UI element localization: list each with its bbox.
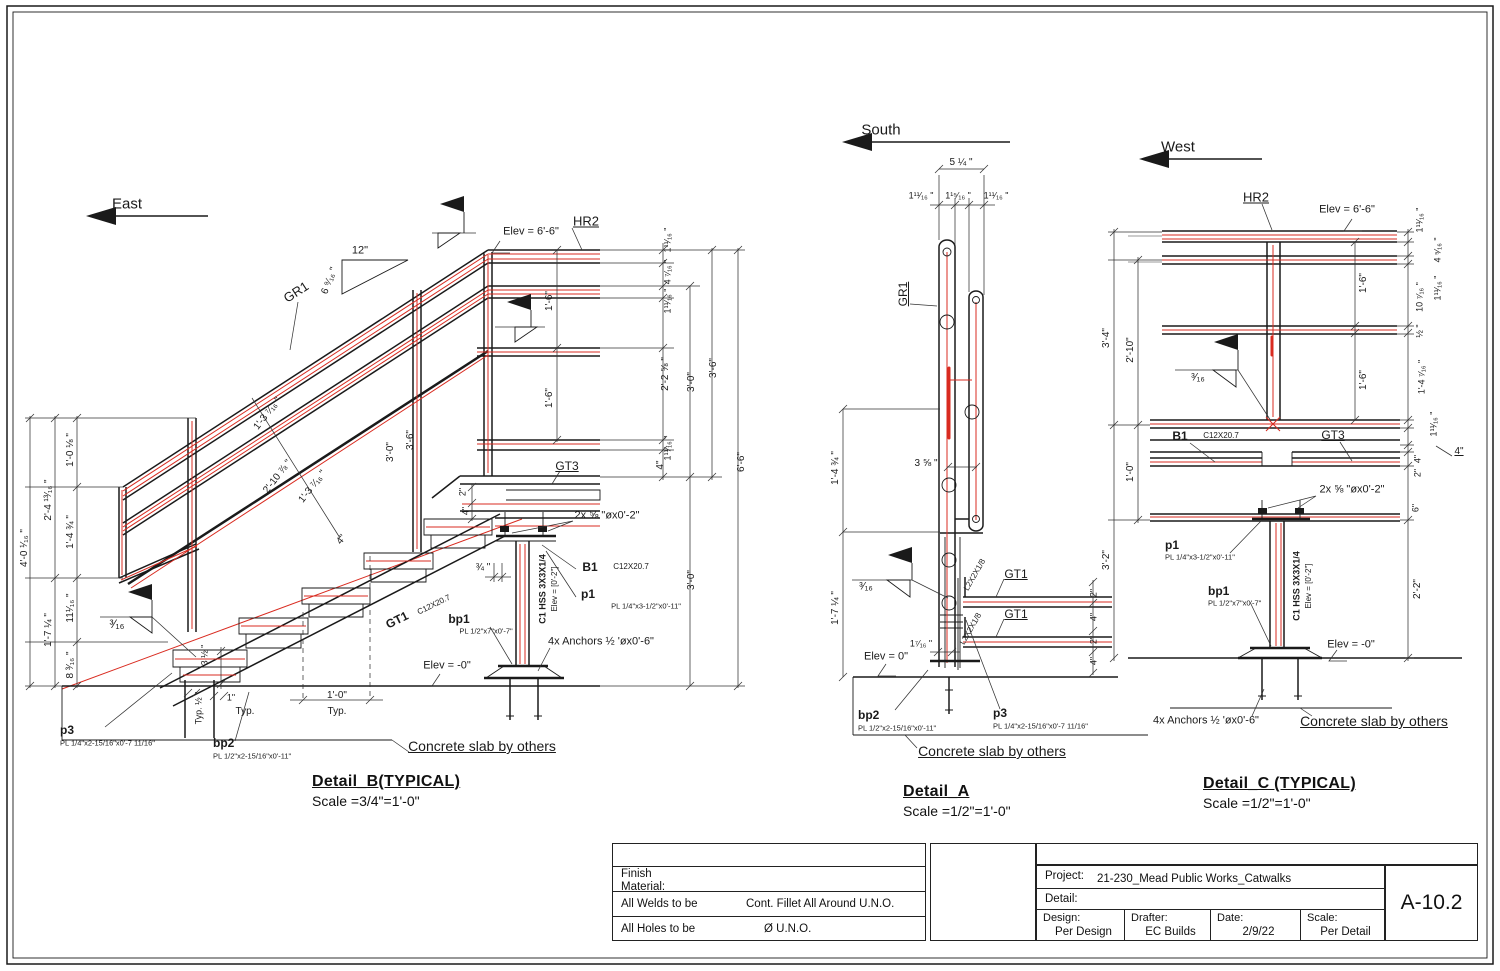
dim-label: 2'-2 ⅝ " xyxy=(660,357,671,391)
detail-b-caption xyxy=(312,773,460,809)
holes-value: Ø U.N.O. xyxy=(764,922,812,935)
direction-south: South xyxy=(861,121,901,139)
dim-label: C12X20.7 xyxy=(613,562,649,571)
dim-label: Typ. ½ " xyxy=(193,691,204,725)
dim-label: 1'-3 ⁷⁄₁₆ " xyxy=(251,395,284,433)
dim-label: 1'-6" xyxy=(1358,273,1369,293)
dim-label: 4" xyxy=(655,460,666,470)
dim-label: 12" xyxy=(351,244,369,257)
member-gr1: GR1 xyxy=(896,281,910,307)
detail-title: Detail_B(TYPICAL) xyxy=(312,773,461,790)
dim-label: 1¹¹⁄₁₆ " xyxy=(662,435,673,461)
dim-label: 1⁷⁄₁₆ " xyxy=(909,638,933,649)
dim-label: PL 1/2"x7"x0'-7" xyxy=(459,626,513,636)
titleblock-top-strip xyxy=(1036,843,1478,865)
dim-label: 3'-6" xyxy=(405,430,416,450)
dim-label: 1'-6" xyxy=(544,388,555,408)
dim-label: 4" xyxy=(1088,612,1099,622)
welds-value: Cont. Fillet All Around U.N.O. xyxy=(746,898,895,910)
detail-scale: Scale =1/2"=1'-0" xyxy=(903,803,1011,819)
direction-east: East xyxy=(111,195,143,213)
dim-label: 4 ⁵⁄₁₆ " xyxy=(1432,237,1443,263)
dim-label: PL 1/2"x2-15/16"x0'-11" xyxy=(213,751,292,761)
sheet-number: A-10.2 xyxy=(1385,865,1478,941)
dim-label: 1¹¹⁄₁₆ " xyxy=(662,288,673,314)
dim-label: L2X2X1/8 xyxy=(961,557,988,593)
titleblock-logo-box xyxy=(930,843,1036,941)
detail-c-drawing xyxy=(1108,204,1462,716)
weld-size: ³⁄₁₆ xyxy=(1191,371,1205,384)
dim-label: 1'-7 ¼ " xyxy=(43,613,54,647)
dim-label: ½ " xyxy=(1414,324,1425,338)
dim-label: 1'-4 ¾ " xyxy=(65,515,76,549)
date-value: 2/9/22 xyxy=(1242,926,1275,938)
member-b1: B1 xyxy=(582,560,598,574)
member-c1: C1 HSS 3X3X1/4 xyxy=(537,554,548,624)
detail-a-caption xyxy=(903,783,1011,819)
member-p1: p1 xyxy=(1165,538,1180,552)
elev-label: Elev = 6'-6" xyxy=(1319,203,1375,216)
dim-label: 2" xyxy=(1088,588,1099,598)
dim-label: PL 1/2"x2-15/16"x0'-11" xyxy=(858,723,937,733)
dim-label: 4 ⁷⁄₁₆ " xyxy=(662,259,673,285)
weld-size: ³⁄₁₆ xyxy=(859,580,873,593)
dim-label: PL 1/4"x2-15/16"x0'-7 11/16" xyxy=(993,721,1088,731)
member-hr2: HR2 xyxy=(1242,189,1270,205)
dim-label: 3'-0" xyxy=(686,570,697,590)
dim-label: 2'-2" xyxy=(1412,579,1423,599)
dim-label: PL 1/4"x2-15/16"x0'-7 11/16" xyxy=(60,738,155,748)
direction-west: West xyxy=(1161,138,1195,156)
elev-label: Elev = -0" xyxy=(423,659,471,672)
callout-bolts: 2x ⅝ "øx0'-2" xyxy=(574,509,640,522)
dim-label: 2" xyxy=(457,487,468,497)
member-gt3: GT3 xyxy=(555,459,579,473)
member-gt1: GT1 xyxy=(1004,607,1028,621)
detail-scale: Scale =1/2"=1'-0" xyxy=(1203,795,1311,811)
dim-label: 1¹¹⁄₁₆ " xyxy=(662,227,673,253)
dim-label: 1¹¹⁄₁₆ " xyxy=(908,190,934,201)
drafter-value: EC Builds xyxy=(1145,926,1196,938)
member-gt1: GT1 xyxy=(383,608,411,632)
titleblock-notes xyxy=(612,843,926,941)
dim-label: 3'-4" xyxy=(1101,328,1112,348)
sheet-border xyxy=(7,6,1493,964)
dim-label: 1¹¹⁄₁₆ " xyxy=(983,190,1009,201)
project-value: 21-230_Mead Public Works_Catwalks xyxy=(1097,873,1292,885)
dim-label: 2'-10 ⅞ " xyxy=(261,457,295,496)
dim-label: 8 ³⁄₁₆ " xyxy=(65,651,76,679)
dim-label: 4" xyxy=(1454,446,1464,457)
dim-label: 6'-6" xyxy=(736,452,747,472)
dim-label: 3 ½ " xyxy=(199,644,210,666)
dim-label: 1'-0" xyxy=(1125,462,1136,482)
dim-label: PL 1/4"x3-1/2"x0'-11" xyxy=(611,601,681,611)
member-gt1: GT1 xyxy=(1004,567,1028,581)
dim-label: 4" xyxy=(1412,454,1423,464)
member-bp1: bp1 xyxy=(448,612,470,626)
scale-label: Scale: xyxy=(1307,912,1338,924)
member-p3: p3 xyxy=(60,723,75,737)
dim-label: 2" xyxy=(1088,635,1099,645)
member-hr2: HR2 xyxy=(572,213,600,229)
member-bp2: bp2 xyxy=(858,708,880,722)
member-b1: B1 xyxy=(1172,429,1188,443)
member-gt3: GT3 xyxy=(1321,428,1345,442)
dim-label: 10 ⁷⁄₁₆ " xyxy=(1414,282,1425,312)
dim-label: Typ. xyxy=(235,706,255,717)
detail-label: Detail: xyxy=(1045,893,1078,905)
holes-label: All Holes to be xyxy=(621,922,696,935)
dim-label: 3'-0" xyxy=(385,442,396,462)
design-value: Per Design xyxy=(1055,926,1112,938)
dim-label: 1'-0 ⅛ " xyxy=(65,433,76,467)
east-arrow-icon xyxy=(86,207,208,225)
member-p3: p3 xyxy=(993,706,1008,720)
detail-b-drawing xyxy=(25,0,933,752)
titleblock-project xyxy=(1036,865,1385,941)
dim-label: 1¹¹⁄₁₆ " xyxy=(1428,411,1439,437)
note-concrete: Concrete slab by others xyxy=(1300,713,1448,729)
elev-label: Elev = -0" xyxy=(1327,638,1375,651)
detail-title: Detail_C (TYPICAL) xyxy=(1203,775,1356,792)
dim-label: PL 1/2"x7"x0'-7" xyxy=(1208,598,1262,608)
dim-label: 3'-2" xyxy=(1101,550,1112,570)
member-bp1: bp1 xyxy=(1208,584,1230,598)
dim-label: 1" xyxy=(226,692,236,703)
note-concrete: Concrete slab by others xyxy=(918,743,1066,759)
dim-label: 1¹⁵⁄₁₆ " xyxy=(945,190,971,201)
member-c1: C1 HSS 3X3X1/4 xyxy=(1291,551,1302,621)
dim-label: ¾ " xyxy=(475,562,491,573)
dim-label: 2" xyxy=(1412,468,1423,478)
finish-label: Finish xyxy=(621,868,652,880)
dim-label: 1¹¹⁄₁₆ " xyxy=(1432,275,1443,301)
dim-label: 1'-4 ⁷⁄₁₆ " xyxy=(1416,359,1427,395)
dim-label: 1'-6" xyxy=(544,291,555,311)
callout-bolts: 2x ⅝ "øx0'-2" xyxy=(1319,483,1385,496)
dim-label: 4'-0 ¹⁄₁₆ " xyxy=(19,529,30,567)
dim-label: 5 ¼ " xyxy=(949,157,973,168)
dim-label: C12X20.7 xyxy=(1203,431,1239,440)
dim-label: 6 ⁹⁄₁₆ " xyxy=(319,265,340,296)
dim-label: 6" xyxy=(1410,503,1421,513)
dim-label: 1'-6" xyxy=(1358,370,1369,390)
dim-label: Elev = [0'-2"] xyxy=(550,566,559,612)
dim-label: Typ. xyxy=(327,706,347,717)
dim-label: 4" xyxy=(334,532,349,547)
material-label: Material: xyxy=(621,880,666,893)
dim-label: 11¹⁄₁₆ " xyxy=(65,593,76,623)
dim-label: 4" xyxy=(1088,656,1099,666)
dim-label: 1'-0" xyxy=(327,690,347,701)
detail-c-caption xyxy=(1203,775,1356,811)
date-label: Date: xyxy=(1217,912,1244,924)
dim-label: 2'-4 ¹³⁄₁₆ " xyxy=(43,479,54,521)
elev-label: Elev = 6'-6" xyxy=(503,225,559,238)
callout-anchors: 4x Anchors ½ 'øx0'-6" xyxy=(548,635,654,648)
scale-value: Per Detail xyxy=(1320,926,1371,938)
project-label: Project: xyxy=(1045,870,1084,882)
detail-scale: Scale =3/4"=1'-0" xyxy=(312,793,420,809)
dim-label: 1¹¹⁄₁₆ " xyxy=(1414,207,1425,233)
dim-label: 1'-7 ¼ " xyxy=(830,591,841,625)
dim-label: Elev = [0'-2"] xyxy=(1304,563,1313,609)
callout-anchors: 4x Anchors ½ 'øx0'-6" xyxy=(1153,714,1259,727)
dim-label: C12X20.7 xyxy=(415,592,452,617)
weld-size: ³⁄₁₆ xyxy=(109,617,125,631)
dim-label: 1'-4 ¾ " xyxy=(830,451,841,485)
note-concrete: Concrete slab by others xyxy=(408,738,556,754)
dim-label: 1'-3 ⁷⁄₁₆ " xyxy=(296,468,329,506)
dim-label: L2X2X1/8 xyxy=(957,611,984,647)
elev-label: Elev = 0" xyxy=(864,650,908,663)
member-bp2: bp2 xyxy=(213,736,235,750)
drafter-label: Drafter: xyxy=(1131,912,1168,924)
member-gr1: GR1 xyxy=(280,278,312,306)
dim-label: 3'-6" xyxy=(708,358,719,378)
detail-title: Detail_A xyxy=(903,783,970,800)
design-label: Design: xyxy=(1043,912,1081,924)
dim-label: 3'-0" xyxy=(686,372,697,392)
welds-label: All Welds to be xyxy=(621,898,698,910)
west-arrow-icon xyxy=(1139,150,1262,168)
member-p1: p1 xyxy=(580,587,596,601)
dim-label: 3 ⅝ " xyxy=(914,458,938,469)
dim-label: 4" xyxy=(460,506,471,516)
dim-label: PL 1/4"x3-1/2"x0'-11" xyxy=(1165,552,1235,562)
dim-label: 2'-10" xyxy=(1125,337,1136,363)
